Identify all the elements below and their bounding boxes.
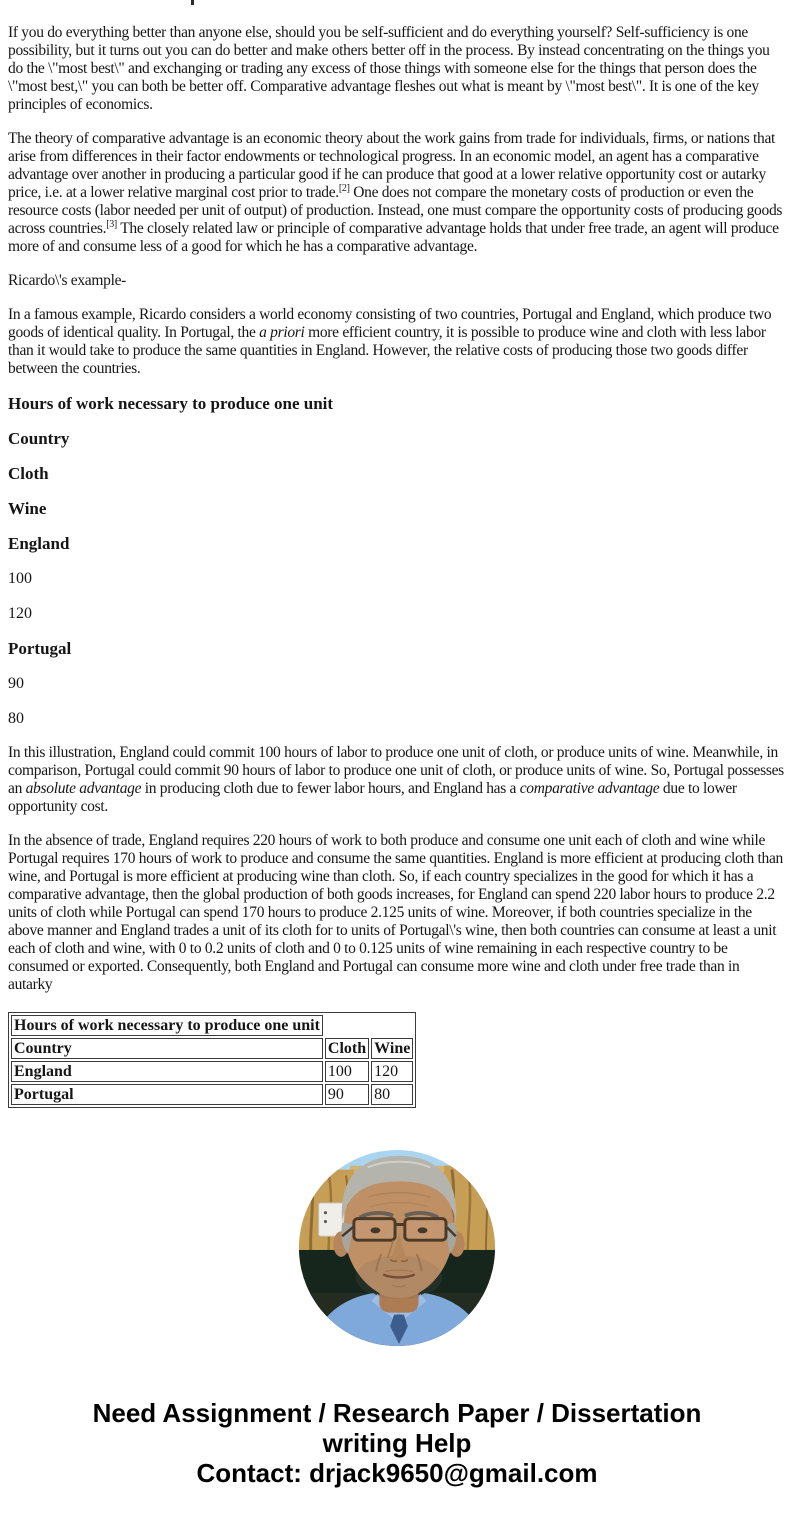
footnote-ref-3: [3]	[106, 218, 117, 230]
stack-line-hours-title: Hours of work necessary to produce one unit	[8, 394, 334, 413]
footer-contact-line: Contact: drjack9650@gmail.com	[196, 1458, 598, 1488]
cell-portugal-cloth: 90	[325, 1084, 369, 1105]
paragraph-absence-of-trade: In the absence of trade, England requires 220 hours of work to both produce and consume one unit each of cloth and wine while Portugal requires 170 hours of work to produce and consume the same quantities. England is more efficient at producing cloth than wine, and Portugal is more efficient at producing wine than cloth. So, if each country specializes in the good for which it has a comparative advantage, then the global production of both goods increases, for England can spend 220 labor hours to produce 2.2 units of cloth while Portugal can spend 170 hours to produce 2.125 units of wine. Moreover, if both countries specialize in the above manner and England trades a unit of its cloth for to units of Portugal\'s wine, then both countries can consume at least a unit each of cloth and wine, with 0 to 0.2 units of cloth and 0 to 0.125 units of wine remaining in each respective country to be consumed or exported. Consequently, both England and Portugal can consume more wine and cloth under free trade than in autarky	[8, 832, 783, 993]
cell-portugal-wine: 80	[371, 1084, 413, 1105]
paragraph-theory-text-1: The theory of comparative advantage is an economic theory about the work gains from trade for individuals, firms, or nations that arise from differences in their factor endowments or technological progress. In an economic model, an agent has a comparative advantage over another in producing a particular good if he can produce that good at a lower relative opportunity cost or autarky price, i.e. at a lower relative marginal cost prior to trade.	[8, 130, 776, 201]
paragraph-illustration-text-2: in producing cloth due to fewer labor hours, and England has a	[141, 780, 520, 797]
stack-line-country: Country	[8, 429, 70, 448]
hours-of-work-table	[8, 1012, 416, 1108]
stack-line-england-cloth-hours: 100	[8, 570, 32, 587]
paragraph-theory-text-2: One does not compare the monetary costs of production or even the resource costs (labor needed per unit of output) of production. Instead, one must compare the opportunity costs of producing goods across countries.	[8, 184, 783, 237]
column-header-wine: Wine	[371, 1038, 413, 1059]
cell-portugal: Portugal	[11, 1084, 323, 1105]
clipped-text-fragment	[191, 0, 194, 5]
italic-absolute-advantage: absolute advantage	[25, 780, 142, 797]
stack-line-portugal-wine-hours: 80	[8, 710, 24, 727]
footer-line-1: Need Assignment / Research Paper / Dissertation	[92, 1398, 702, 1428]
italic-a-priori: a priori	[259, 324, 305, 341]
portrait-image	[299, 1150, 495, 1346]
stack-line-england: England	[8, 534, 70, 553]
footnote-ref-2: [2]	[338, 182, 350, 194]
cell-england-cloth: 100	[325, 1061, 369, 1082]
table-row-portugal	[11, 1084, 413, 1105]
table-row-england	[11, 1061, 413, 1082]
footer-help-banner	[8, 1398, 786, 1488]
footer-line-2: writing Help	[322, 1428, 472, 1458]
stack-line-portugal: Portugal	[8, 639, 72, 658]
cell-england-wine: 120	[371, 1061, 413, 1082]
paragraph-illustration-text-1: In this illustration, England could commit 100 hours of labor to produce one unit of cloth, or produce units of wine. Meanwhile, in comparison, Portugal could commit 90 hours of labor to produce one unit of cloth, or produce units of wine. So, Portugal possesses an	[8, 744, 784, 797]
paragraph-ricardo-example: Ricardo\'s example-	[8, 272, 127, 289]
table-title-row	[11, 1015, 413, 1036]
stack-line-wine: Wine	[8, 499, 47, 518]
stack-line-cloth: Cloth	[8, 464, 49, 483]
stack-line-england-wine-hours: 120	[8, 605, 32, 622]
table-title-cell: Hours of work necessary to produce one unit	[11, 1015, 323, 1036]
column-header-cloth: Cloth	[325, 1038, 369, 1059]
cell-england: England	[11, 1061, 323, 1082]
column-header-country: Country	[11, 1038, 323, 1059]
paragraph-famous-example-text-1: In a famous example, Ricardo considers a world economy consisting of two countries, Portugal and England, which produce two goods of identical quality. In Portugal, the	[8, 306, 772, 341]
paragraph-intro: If you do everything better than anyone else, should you be self-sufficient and do everything yourself? Self-sufficiency is one possibility, but it turns out you can do better and make others better off in the process. By instead concentrating on the things you do the \"most best\" and exchanging or trading any excess of those things with someone else for the things that person does the \"most best,\" you can both be better off. Comparative advantage fleshes out what is meant by \"most best\". It is one of the key principles of economics.	[8, 24, 770, 113]
table-header-row	[11, 1038, 413, 1059]
paragraph-famous-example	[8, 306, 786, 378]
paragraph-famous-example-text-2: more efficient country, it is possible to produce wine and cloth with less labor than it would take to produce the same quantities in England. However, the relative costs of producing those two goods differ between the countries.	[8, 324, 766, 377]
paragraph-illustration-text-3: due to lower opportunity cost.	[8, 780, 737, 815]
stack-line-portugal-cloth-hours: 90	[8, 675, 24, 692]
italic-comparative-advantage: comparative advantage	[519, 780, 660, 797]
photo-section	[8, 1150, 786, 1346]
paragraph-theory	[8, 130, 786, 256]
paragraph-illustration	[8, 744, 786, 816]
profile-photo	[299, 1150, 495, 1346]
paragraph-theory-text-3: The closely related law or principle of comparative advantage holds that under free trade, an agent will produce more of and consume less of a good for which he has a comparative advantage.	[8, 220, 779, 255]
